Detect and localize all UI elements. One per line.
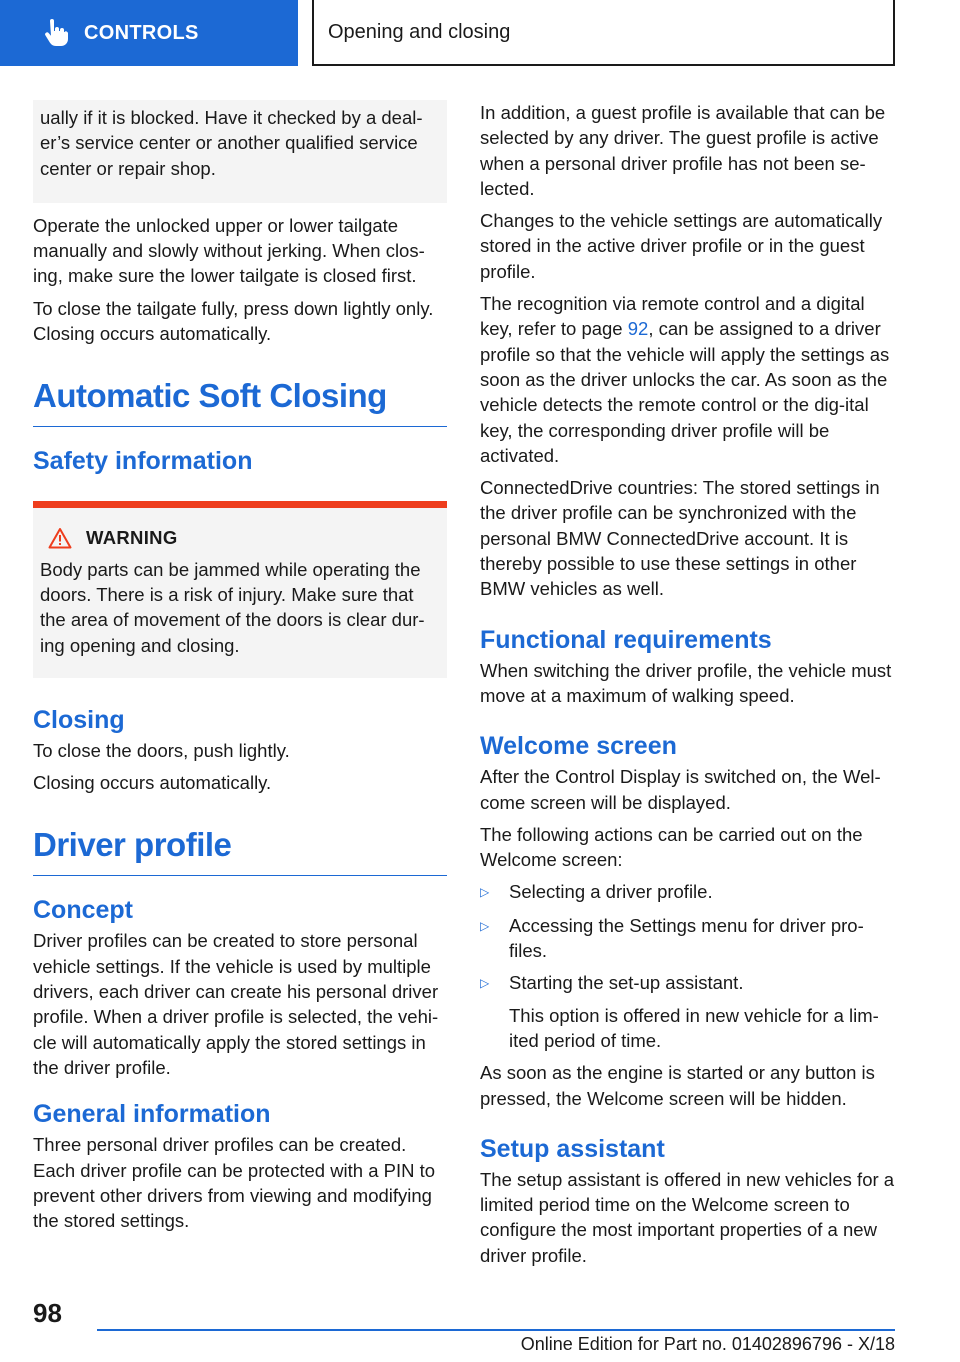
list-item [480, 970, 895, 1053]
paragraph-operate-tailgate: Operate the unlocked upper or lower tailgate manually and slowly without jerking. When clos‐ing, make sure the lower tailgate is closed first. [33, 214, 425, 287]
footer-divider [97, 1329, 895, 1331]
left-column [33, 100, 447, 1240]
section-title: Opening and closing [312, 0, 895, 66]
paragraph-push-lightly: To close the doors, push lightly. [33, 739, 290, 761]
paragraph-closing-auto: Closing occurs automatically. [33, 772, 272, 794]
warning-title: WARNING [86, 527, 178, 549]
list-item-subtext: This option is offered in new vehicle for a lim‐ited period of time. [509, 1004, 879, 1051]
list-item-text: Accessing the Settings menu for driver pro‐files. [509, 914, 864, 962]
heading-setup-assistant: Setup assistant [480, 1134, 665, 1163]
paragraph-concept: Driver profiles can be created to store personal vehicle settings. If the vehicle is used by multiple drivers, each driver can create his personal driver profile. When a driver profile is selected, the vehi‐cle will automatically apply the stored settings in the driver profile. [33, 930, 439, 1078]
warning-header [40, 525, 440, 550]
page-header [0, 0, 960, 66]
heading-driver-profile: Driver profile [33, 825, 447, 876]
heading-concept: Concept [33, 896, 133, 925]
heading-welcome-screen: Welcome screen [480, 732, 677, 761]
warning-triangle-icon [48, 527, 72, 549]
heading-safety-information: Safety information [33, 447, 253, 476]
paragraph-welcome-hidden: As soon as the engine is started or any button is pressed, the Welcome screen will be hidden. [480, 1062, 875, 1109]
controls-tab[interactable] [0, 0, 298, 66]
pointing-hand-icon [40, 18, 70, 48]
paragraph-guest-profile: In addition, a guest profile is available that can be selected by any driver. The guest profile is active when a personal driver profile has not been se‐lected. [480, 102, 886, 199]
page-number: 98 [33, 1298, 62, 1328]
edition-text: Online Edition for Part no. 01402896796 - X/18 [520, 1334, 895, 1354]
warning-text: Body parts can be jammed while operating the doors. There is a risk of injury. Make sure that the area of movement of the doors is clear dur‐ing opening and closing. [40, 558, 425, 656]
heading-automatic-soft-closing: Automatic Soft Closing [33, 376, 447, 427]
paragraph-welcome-2: The following actions can be carried out on the Welcome screen: [480, 823, 863, 871]
paragraph-welcome-1: After the Control Display is switched on, the Wel‐come screen will be displayed. [480, 766, 881, 813]
paragraph-functional-requirements: When switching the driver profile, the vehicle must move at a maximum of walking speed. [480, 659, 892, 706]
heading-general-information: General information [33, 1100, 271, 1129]
list-item-text: Starting the set-up assistant. [509, 972, 744, 994]
paragraph-setup-assistant: The setup assistant is offered in new vehicles for a limited period time on the Welcome screen to configure the most important properties of a new driver profile. [480, 1168, 895, 1266]
paragraph-general-information: Three personal driver profiles can be created. Each driver profile can be protected with a PIN to prevent other drivers from viewing and modifying the stored settings. [33, 1134, 436, 1232]
triangle-bullet-icon: ▷ [480, 976, 490, 991]
recognition-text-before: The recognition via remote control and a digital key, refer to page [480, 293, 865, 340]
controls-tab-label: CONTROLS [84, 21, 199, 44]
triangle-bullet-icon: ▷ [480, 918, 490, 933]
heading-closing: Closing [33, 705, 125, 734]
list-item [480, 913, 895, 964]
paragraph-recognition [480, 291, 895, 468]
page-reference-link[interactable]: 92 [627, 318, 649, 340]
recognition-text-after: , can be assigned to a driver profile so that the vehicle will apply the settings as soon as the driver unlocks the car. As soon as the vehicle detects the remote control or the dig‐ital key, the corresponding driver profile will be activated. [480, 318, 890, 466]
paragraph-connecteddrive: ConnectedDrive countries: The stored settings in the driver profile can be synchronized with the personal BMW ConnectedDrive account. It is thereby possible to use these settings in other BMW vehicles as well. [480, 477, 880, 600]
note-text: ually if it is blocked. Have it checked by a deal‐er’s service center or another qualified service center or repair shop. [40, 107, 423, 179]
list-item-text: Selecting a driver profile. [509, 881, 713, 903]
list-item [480, 879, 895, 905]
right-column [480, 100, 895, 1275]
triangle-bullet-icon: ▷ [480, 885, 490, 900]
paragraph-changes-stored: Changes to the vehicle settings are automatically stored in the active driver profile or in the guest profile. [480, 210, 883, 282]
note-box [33, 100, 447, 203]
warning-box [33, 501, 447, 677]
paragraph-close-fully: To close the tailgate fully, press down lightly only. Closing occurs automatically. [33, 297, 434, 345]
heading-functional-requirements: Functional requirements [480, 625, 772, 654]
